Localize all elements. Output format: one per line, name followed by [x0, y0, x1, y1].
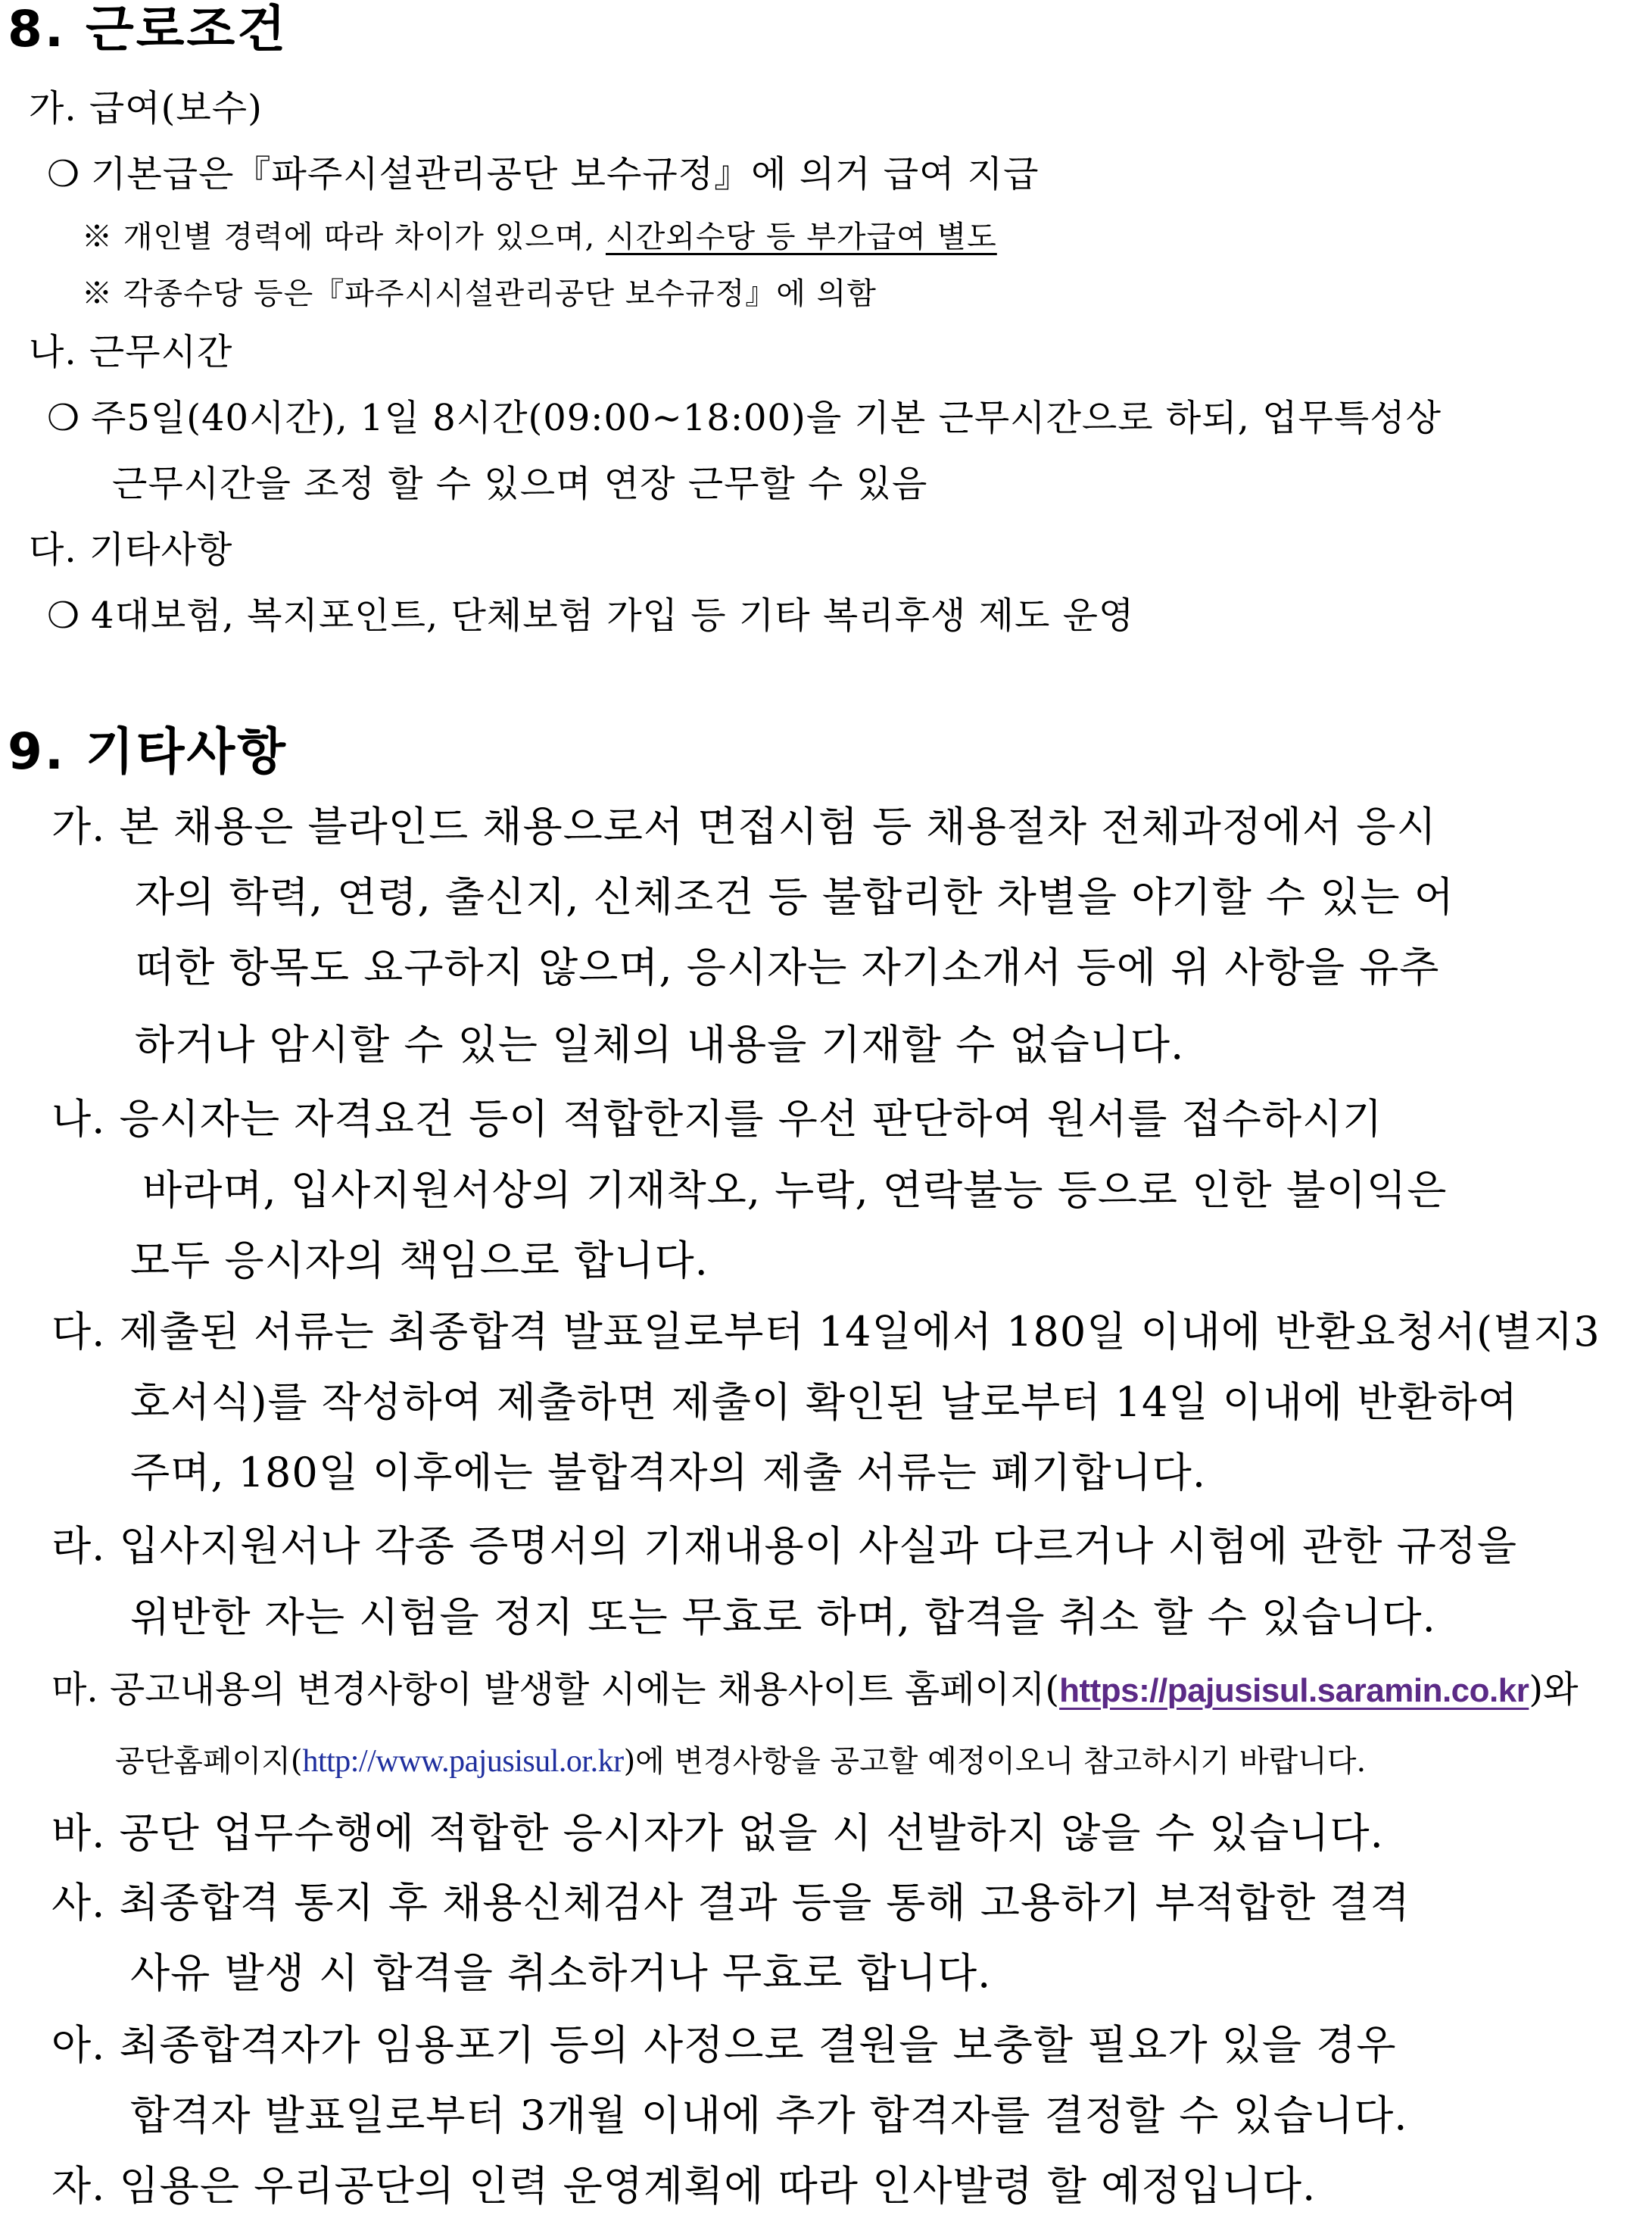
section-8-item-b-label: 나. 근무시간: [29, 331, 233, 373]
section-9-item-a-line-1: 아. 최종합격자가 임용포기 등의 사정으로 결원을 보충할 필요가 있을 경우: [51, 2021, 1397, 2069]
section-9-item-ga-line-1: 가. 본 채용은 블라인드 채용으로서 면접시험 등 채용절차 전체과정에서 응시: [51, 803, 1437, 850]
section-9-item-na-line-3: 모두 응시자의 책임으로 합니다.: [130, 1237, 709, 1284]
section-8-item-a-label: 가. 급여(보수): [29, 87, 263, 129]
section-8-title: 8. 근로조건: [8, 0, 288, 58]
bullet-icon: ❍: [47, 594, 81, 637]
section-9-item-na-line-1: 나. 응시자는 자격요건 등이 적합한지를 우선 판단하여 원서를 접수하시기: [51, 1095, 1383, 1143]
section-9-item-ja-line-1: 자. 임용은 우리공단의 인력 운영계획에 따라 인사발령 할 예정입니다.: [51, 2162, 1317, 2210]
section-9-item-da-line-3: 주며, 180일 이후에는 불합격자의 제출 서류는 폐기합니다.: [130, 1449, 1206, 1496]
section-9-item-sa-line-2: 사유 발생 시 합격을 취소하거나 무효로 합니다.: [130, 1949, 992, 1997]
section-9-item-da-line-1: 다. 제출된 서류는 최종합격 발표일로부터 14일에서 180일 이내에 반환요청서(별지3: [51, 1308, 1601, 1356]
section-9-item-ma-line-2: 공단홈페이지(http://www.pajusisul.or.kr)에 변경사항을 공고할 예정이오니 참고하시기 바랍니다.: [115, 1744, 1367, 1779]
section-8-note-2: ※ 각종수당 등은『파주시시설관리공단 보수규정』에 의함: [82, 276, 877, 311]
section-9-item-ga-line-2: 자의 학력, 연령, 출신지, 신체조건 등 불합리한 차별을 야기할 수 있는 어: [135, 873, 1454, 921]
bullet-icon: ❍: [47, 397, 81, 439]
bullet-icon: ❍: [47, 153, 81, 195]
section-8-item-b-bullet: ❍ 주5일(40시간), 1일 8시간(09:00∼18:00)을 기본 근무시간으로 하되, 업무특성상: [47, 397, 1442, 439]
section-9-item-ga-line-4: 하거나 암시할 수 있는 일체의 내용을 기재할 수 없습니다.: [135, 1021, 1185, 1069]
section-8-item-a-bullet: ❍ 기본급은『파주시설관리공단 보수규정』에 의거 급여 지급: [47, 153, 1040, 195]
section-9-item-na-line-2: 바라며, 입사지원서상의 기재착오, 누락, 연락불능 등으로 인한 불이익은: [142, 1166, 1448, 1214]
section-9-item-ma-line-1: 마. 공고내용의 변경사항이 발생할 시에는 채용사이트 홈페이지(https://pajusisul.saramin.co.kr)와: [51, 1668, 1579, 1711]
section-9-item-ga-line-3: 떠한 항목도 요구하지 않으며, 응시자는 자기소개서 등에 위 사항을 유추: [135, 944, 1440, 991]
section-9-item-sa-line-1: 사. 최종합격 통지 후 채용신체검사 결과 등을 통해 고용하기 부적합한 결격: [51, 1879, 1410, 1926]
section-9-item-ra-line-2: 위반한 자는 시험을 정지 또는 무효로 하며, 합격을 취소 할 수 있습니다.: [130, 1593, 1436, 1641]
section-8-item-c-bullet: ❍ 4대보험, 복지포인트, 단체보험 가입 등 기타 복리후생 제도 운영: [47, 594, 1135, 637]
section-8-item-c-label: 다. 기타사항: [29, 529, 233, 571]
section-9-title: 9. 기타사항: [8, 722, 288, 781]
section-8-note-1: ※ 개인별 경력에 따라 차이가 있으며, 시간외수당 등 부가급여 별도: [82, 220, 997, 254]
section-9-item-ba-line-1: 바. 공단 업무수행에 적합한 응시자가 없을 시 선발하지 않을 수 있습니다.: [51, 1809, 1384, 1857]
section-9-item-a-line-2: 합격자 발표일로부터 3개월 이내에 추가 합격자를 결정할 수 있습니다.: [130, 2092, 1408, 2139]
section-9-item-da-line-2: 호서식)를 작성하여 제출하면 제출이 확인된 날로부터 14일 이내에 반환하여: [130, 1378, 1519, 1426]
homepage-link[interactable]: http://www.pajusisul.or.kr: [302, 1744, 624, 1779]
section-8-item-b-continuation: 근무시간을 조정 할 수 있으며 연장 근무할 수 있음: [112, 463, 928, 505]
saramin-link[interactable]: https://pajusisul.saramin.co.kr: [1059, 1672, 1529, 1709]
section-9-item-ra-line-1: 라. 입사지원서나 각종 증명서의 기재내용이 사실과 다르거나 시험에 관한 규정을: [51, 1522, 1518, 1570]
